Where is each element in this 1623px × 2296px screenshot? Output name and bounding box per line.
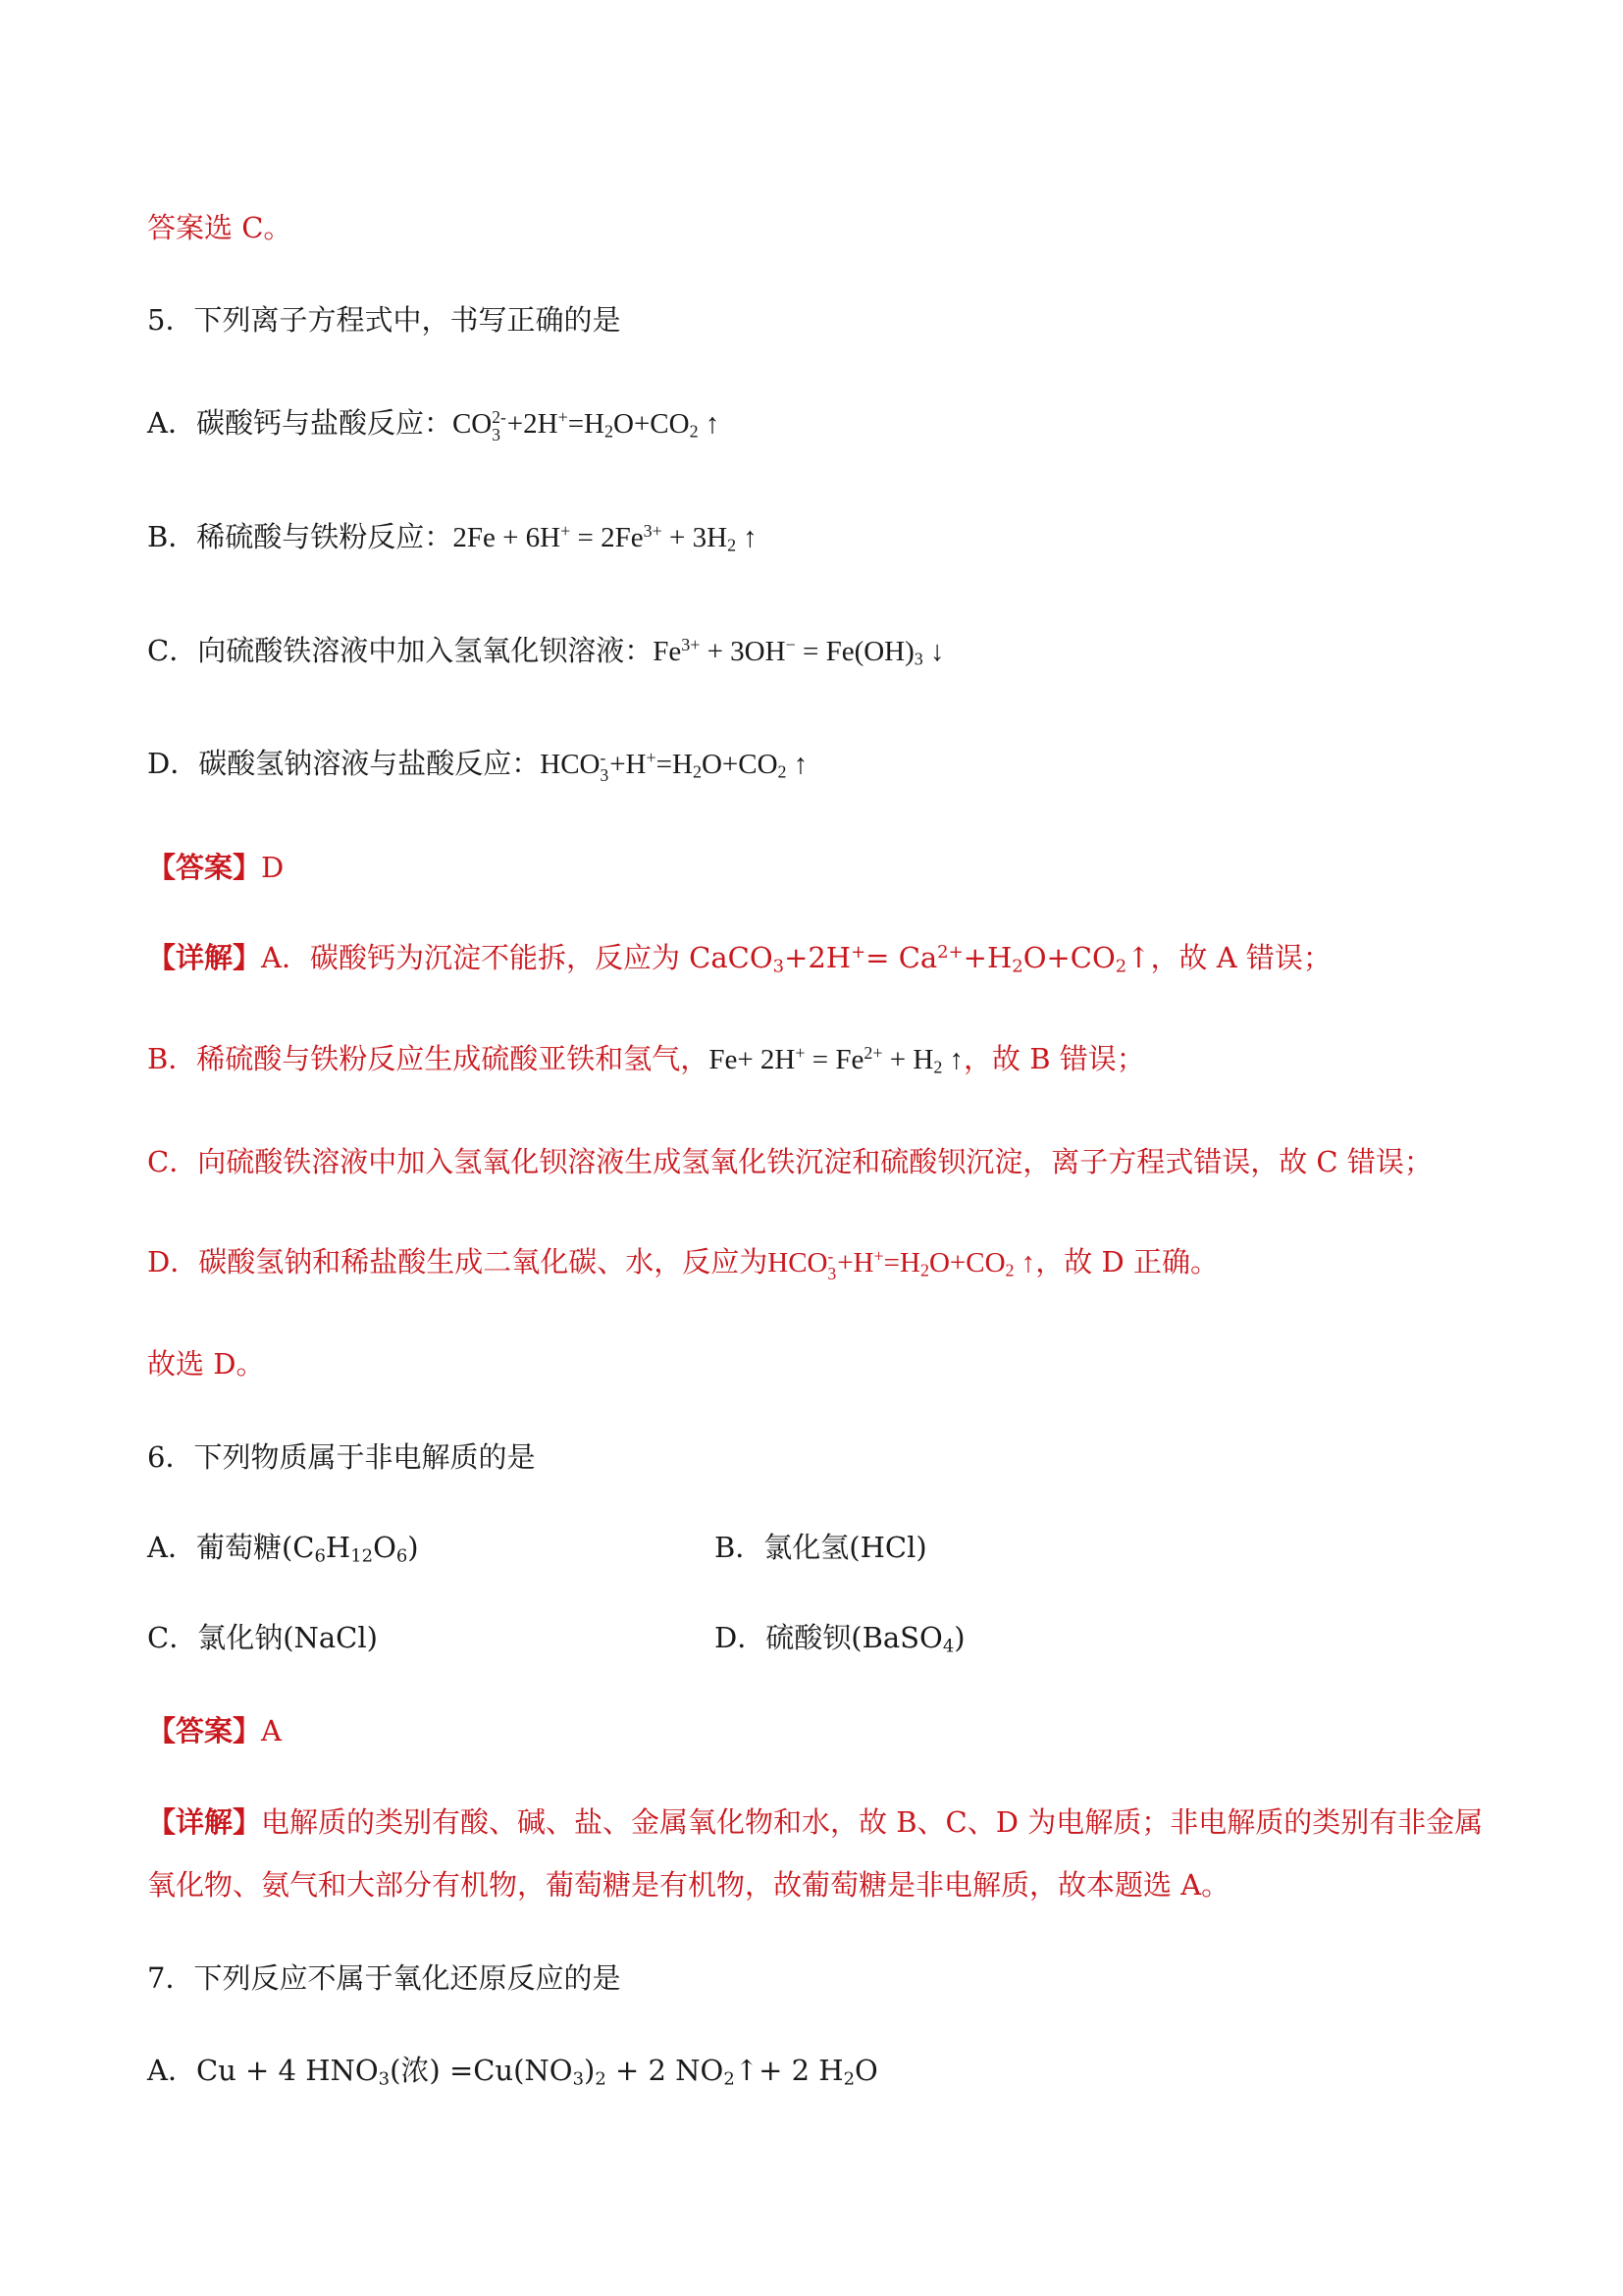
q5-option-c — [147, 631, 945, 671]
q6-detail-tag: 【详解】 — [147, 1805, 262, 1839]
q5-option-b-equation: $2Fe + 6H^+ = 2Fe^{3+} + 3H_2$ ↑ — [452, 521, 758, 555]
q6-option-b: B．氯化氢(HCl) — [714, 1531, 927, 1564]
q6-detail-line1: 【详解】电解质的类别有酸、碱、盐、金属氧化物和水，故 B、C、D 为电解质；非电解质的类别有非金属 — [147, 1805, 1484, 1839]
up-arrow-icon: ↑ — [949, 1044, 965, 1075]
q5-answer-tag: 【答案】 — [147, 851, 262, 884]
q6-stem: 6．下列物质属于非电解质的是 — [147, 1440, 536, 1474]
q5-option-d — [147, 744, 808, 785]
up-arrow-icon: ↑ — [1021, 1247, 1036, 1278]
q5-detail-d-equation: HCO - 3 $+H^+=H_2O+CO_2$ ↑ — [767, 1246, 1036, 1284]
q5-answer-value: D — [261, 851, 285, 884]
up-arrow-icon: ↑ — [793, 749, 809, 780]
q5-option-d-equation: HCO - 3 $+H^+=H_2O+CO_2$ ↑ — [540, 748, 809, 786]
q5-detail-a: 【详解】A．碳酸钙为沉淀不能拆，反应为 CaCO$_3$+2H+= $Ca^{2+}+H_2O+CO_2↑$，故 A 错误； — [147, 941, 1332, 977]
q6-answer — [147, 1711, 282, 1750]
q5-detail-c: C．向硫酸铁溶液中加入氢氧化钡溶液生成氢氧化铁沉淀和硫酸钡沉淀，离子方程式错误，故 C 错误； — [147, 1145, 1433, 1178]
q6-answer-value: A — [261, 1714, 282, 1748]
up-arrow-icon: ↑ — [743, 522, 758, 553]
q7-option-a: A．Cu + 4 $HNO_3$(浓) $=Cu(NO_3)_2 + 2$ $NO_2↑+ 2$ $H_2O$ — [147, 2054, 878, 2090]
q5-option-b-label: B．稀硫酸与铁粉反应： — [147, 520, 453, 553]
q5-option-c-equation: $Fe^{3+} + 3OH^- = Fe(OH)_3$ ↓ — [653, 635, 945, 669]
q6-detail-line2: 氧化物、氨气和大部分有机物，葡萄糖是有机物，故葡萄糖是非电解质，故本题选 A。 — [147, 1868, 1230, 1902]
q5-option-b — [147, 517, 758, 557]
q5-option-d-label: D．碳酸氢钠溶液与盐酸反应： — [147, 747, 541, 780]
q6-option-d: D．硫酸钡(BaSO$_4$) — [714, 1621, 966, 1657]
q5-stem: 5．下列离子方程式中，书写正确的是 — [147, 303, 621, 337]
down-arrow-icon: ↓ — [930, 636, 945, 667]
prev-answer-line: 答案选 C。 — [147, 211, 292, 244]
q7-stem: 7．下列反应不属于氧化还原反应的是 — [147, 1961, 621, 1995]
q6-option-c: C．氯化钠(NaCl) — [147, 1621, 378, 1654]
q5-detail-tag: 【详解】 — [147, 941, 262, 974]
up-arrow-icon: ↑ — [705, 408, 720, 440]
q5-detail-d: D．碳酸氢钠和稀盐酸生成二氧化碳、水，反应为HCO - 3 $+H^+=H_2O+CO_2$ ↑，故 D 正确。 — [147, 1245, 1219, 1284]
q5-detail-b: B．稀硫酸与铁粉反应生成硫酸亚铁和氢气，$Fe+ 2H^+ = Fe^{2+} + H_2$ ↑，故 B 错误； — [147, 1042, 1145, 1077]
q5-option-a-label: A．碳酸钙与盐酸反应： — [147, 406, 452, 440]
q5-option-c-label: C．向硫酸铁溶液中加入氢氧化钡溶液： — [147, 634, 654, 667]
q5-answer — [147, 848, 284, 887]
q6-answer-tag: 【答案】 — [147, 1714, 262, 1748]
q5-option-a — [147, 403, 719, 444]
q5-conclusion: 故选 D。 — [147, 1347, 265, 1381]
q5-detail-b-equation: $Fe+ 2H^+ = Fe^{2+} + H_2$ ↑ — [708, 1043, 965, 1077]
q6-option-a: A．葡萄糖$(C_6H_{12}O_6)$ — [147, 1531, 419, 1567]
q5-option-a-equation: CO 2- 3 $+2H^+=H_2O+CO_2$ ↑ — [451, 407, 720, 445]
